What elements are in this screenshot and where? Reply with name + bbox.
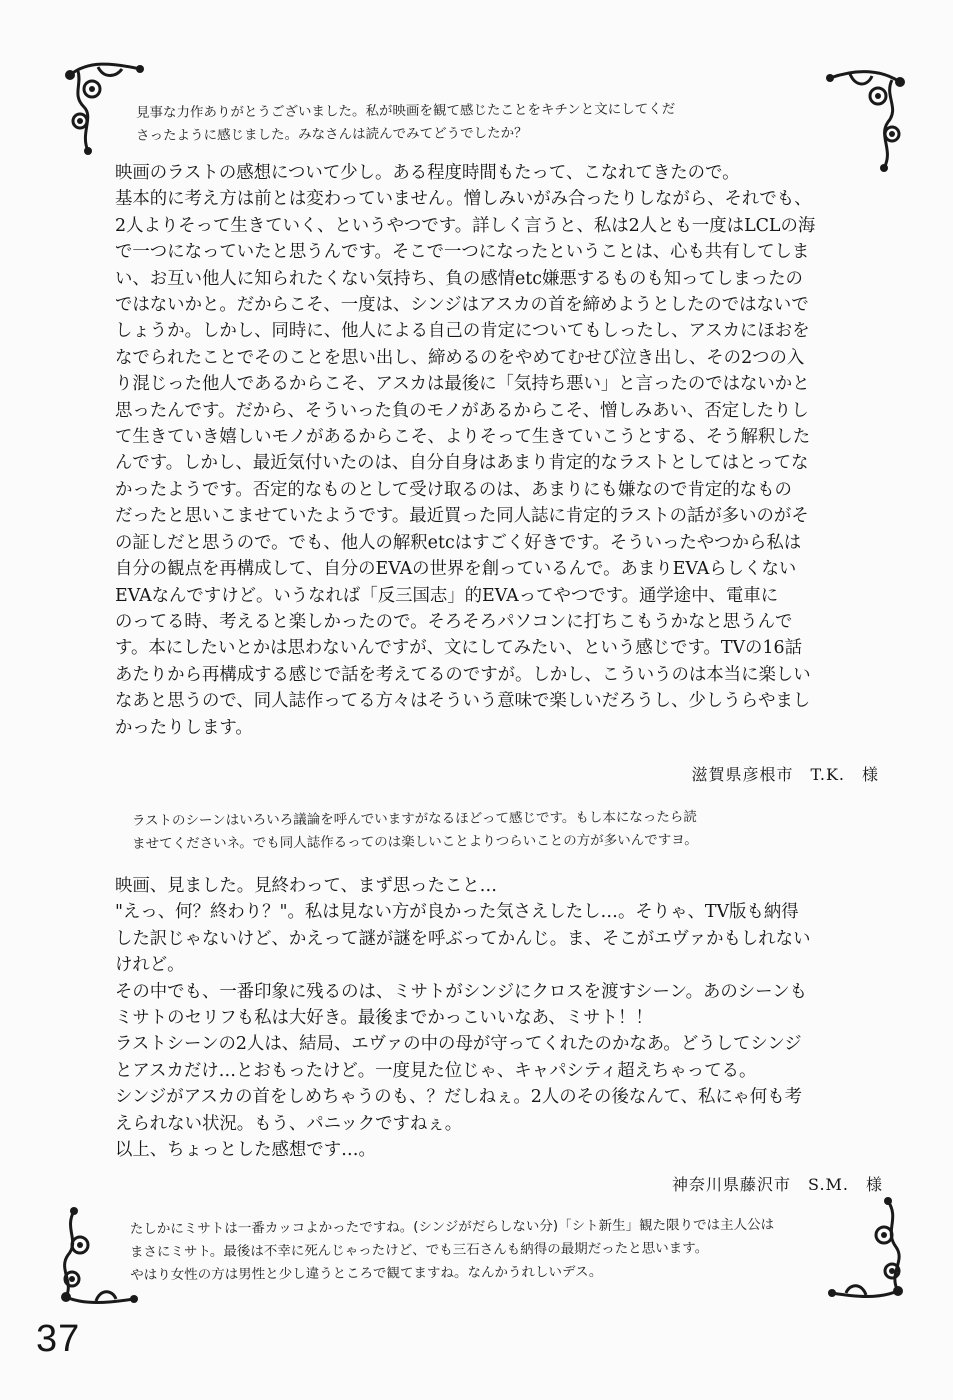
letter-line: 映画のラストの感想について少し。ある程度時間もたって、こなれてきたので。 — [115, 163, 740, 183]
letter-line: て生きていき嬉しいモノがあるからこそ、よりそって生きていこうとする、そう解釈した — [115, 427, 811, 448]
reader-letter-1 — [115, 160, 815, 741]
hand-note-line: ませてくださいネ。でも同人誌作るってのは楽しいことよりつらいことの方が多いんですヨ。 — [132, 832, 698, 852]
letter-line: かったようです。否定的なものとして受け取るのは、あまりにも嫌なので肯定的なもの — [115, 479, 792, 500]
letter-line: なあと思うので、同人誌作ってる方々はそういう意味で楽しいだろうし、少しうらやまし — [115, 691, 811, 712]
ornament-top-left — [58, 55, 148, 160]
editor-handwritten-note-2 — [132, 806, 698, 856]
letter-line: だったと思いこませていたようです。最近買った同人誌に肯定的ラストの話が多いのがそ — [115, 506, 809, 527]
letter-line: その中でも、一番印象に残るのは、ミサトがシンジにクロスを渡すシーン。あのシーンも — [115, 981, 807, 1002]
hand-note-line: やはり女性の方は男性と少し違うところで観てますね。なんかうれしいデス。 — [130, 1263, 603, 1284]
letter-line: のってる時、考えると楽しかったので。そろそろパソコンに打ちこもうかなと思うんで — [115, 611, 793, 632]
letter-line: い、お互い他人に知られたくない気持ち、負の感情etc嫌悪するものも知ってしまったの — [115, 268, 803, 289]
letter-line: の証しだと思うので。でも、他人の解釈etcはすごく好きです。そういったやつから私は — [115, 532, 802, 553]
hand-note-line: まさにミサト。最後は不幸に死んじゃったけど、でも三石さんも納得の最期だったと思います。 — [129, 1240, 709, 1261]
letter-line: なでられたことでそのことを思い出し、締めるのをやめてむせび泣き出し、その2つの入 — [115, 347, 805, 368]
letter-line: しょうか。しかし、同時に、他人による自己の肯定についてもしったし、アスカにほおを — [115, 321, 810, 342]
letter-line: EVAなんですけど。いうなれば「反三国志」的EVAってやつです。通学途中、電車に — [115, 585, 779, 606]
reader-letter-2 — [115, 873, 810, 1163]
letter-line: かったりします。 — [115, 717, 253, 738]
letter-line: ミサトのセリフも私は大好き。最後までかっこいいなあ、ミサト！！ — [115, 1008, 653, 1029]
letter-line: 思ったんです。だから、そういった負のモノがあるからこそ、憎しみあい、否定したりし — [115, 400, 809, 421]
hand-note-line: たしかにミサトは一番カッコよかったですね。(シンジがだらしない分)「シト新生」観た限りでは主人公は — [129, 1216, 775, 1238]
ornament-bottom-right — [826, 1195, 916, 1310]
letter-2-signature: 神奈川県藤沢市 S.M. 様 — [672, 1175, 883, 1194]
hand-note-line: 見事な力作ありがとうございました。私が映画を観て感じたことをキチンと文にしてくだ — [135, 101, 676, 121]
editor-handwritten-note-1 — [136, 98, 676, 148]
letter-line: とアスカだけ…とおもったけど。一度見た位じゃ、キャパシティ超えちゃってる。 — [115, 1060, 757, 1081]
letter-line: 以上、ちょっとした感想です…。 — [115, 1140, 376, 1161]
letter-line: シンジがアスカの首をしめちゃうのも、？だしねぇ。2人のその後なんて、私にゃ何も考 — [115, 1087, 803, 1108]
letter-line: した訳じゃないけど、かえって謎が謎を呼ぶってかんじ。ま、そこがエヴァかもしれない — [115, 928, 811, 949]
letter-1-signature: 滋賀県彦根市 T.K. 様 — [691, 765, 879, 784]
hand-note-line: さったように感じました。みなさんは読んでみてどうでしたか？ — [136, 125, 528, 144]
letter-line: 2人よりそって生きていく、というやつです。詳しく言うと、私は2人とも一度はLCLの海 — [115, 215, 816, 236]
letter-line: り混じった他人であるからこそ、アスカは最後に「気持ち悪い」と言ったのではないかと — [115, 374, 810, 395]
letter-line: す。本にしたいとかは思わないんですが、文にしてみたい、という感じです。TVの16話 — [115, 638, 802, 659]
letter-line: "えっ、何？終わり？"。私は見ない方が良かった気さえしたし…。そりゃ、TV版も納得 — [115, 902, 799, 923]
letter-line: 基本的に考え方は前とは変わっていません。憎しみいがみ合ったりしながら、それでも、 — [115, 189, 812, 210]
letter-line: 映画、見ました。見終わって、まず思ったこと… — [115, 876, 498, 896]
letter-line: 自分の観点を再構成して、自分のEVAの世界を創っているんで。あまりEVAらしくない — [115, 559, 797, 580]
letter-line: ではないかと。だからこそ、一度は、シンジはアスカの首を締めようとしたのではないで — [115, 295, 809, 316]
ornament-bottom-left — [50, 1205, 140, 1315]
ornament-top-right — [822, 60, 912, 175]
letter-line: で一つになっていたと思うんです。そこで一つになったということは、心も共有してしま — [115, 242, 810, 263]
letter-line: あたりから再構成する感じで話を考えてるのですが。しかし、こういうのは本当に楽しい — [115, 664, 811, 685]
editor-handwritten-note-3 — [130, 1214, 775, 1287]
hand-note-line: ラストのシーンはいろいろ議論を呼んでいますがなるほどって感じです。もし本になったら読 — [131, 809, 697, 829]
letter-line: ラストシーンの2人は、結局、エヴァの中の母が守ってくれたのかなあ。どうしてシンジ — [115, 1034, 802, 1055]
letter-line: けれど。 — [115, 955, 185, 976]
letter-line: えられない状況。もう、パニックですねぇ。 — [115, 1113, 463, 1134]
page-number: 37 — [36, 1318, 81, 1360]
letter-line: んです。しかし、最近気付いたのは、自分自身はあまり肯定的なラストとしてはとってな — [115, 453, 809, 474]
